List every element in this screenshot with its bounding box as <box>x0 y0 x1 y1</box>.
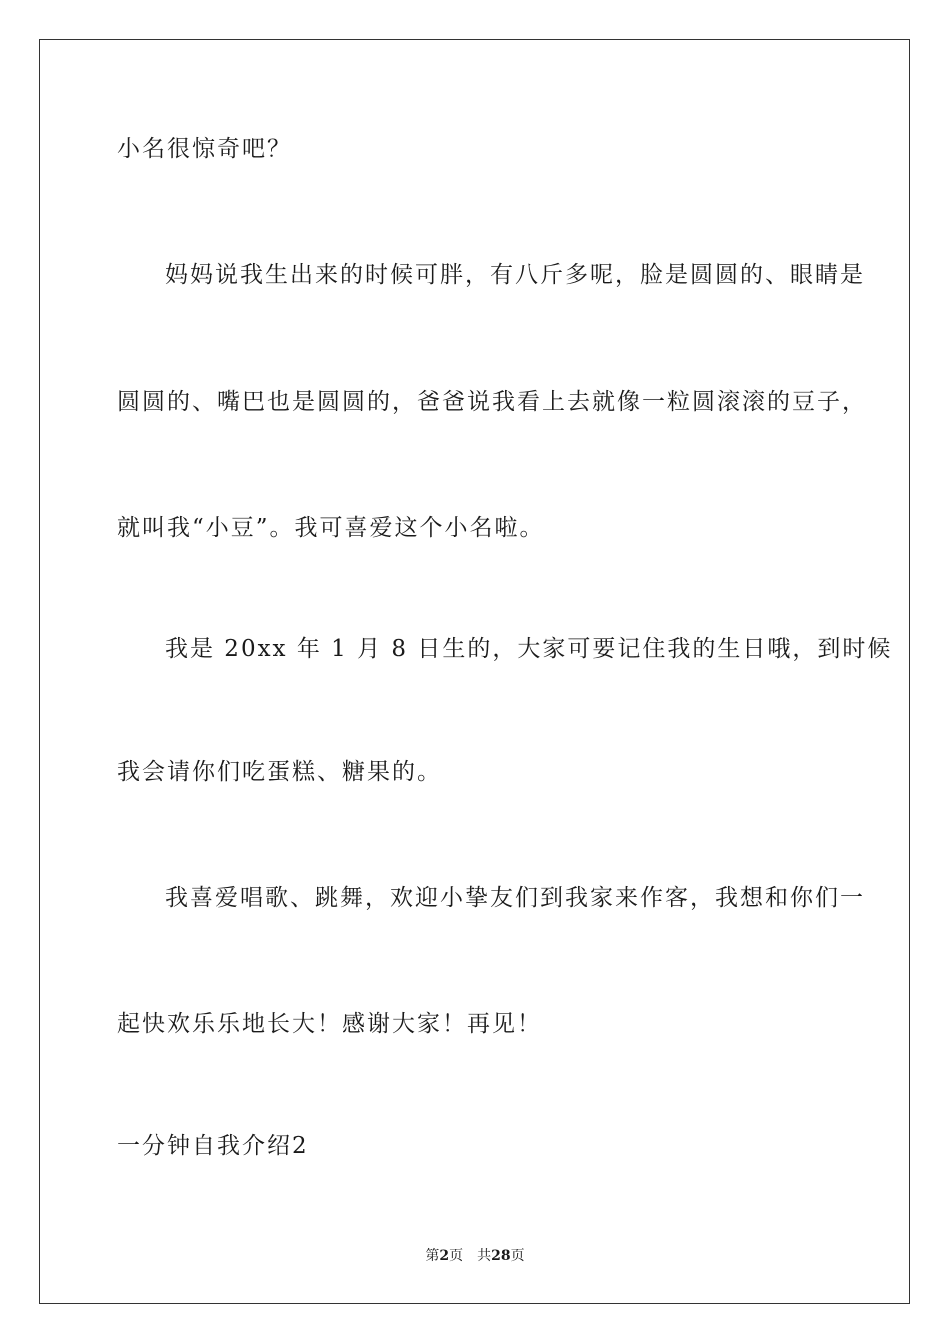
section-heading: 一分钟自我介绍2 <box>117 1133 309 1159</box>
footer-total-suffix: 页 <box>510 1248 525 1264</box>
footer-total-prefix: 共 <box>477 1248 492 1264</box>
footer-page-suffix: 页 <box>449 1248 464 1264</box>
footer-page-number: 2 <box>439 1248 450 1264</box>
text-line-1: 小名很惊奇吧？ <box>117 136 292 162</box>
text-line-7: 我喜爱唱歌、跳舞，欢迎小挚友们到我家来作客，我想和你们一 <box>165 885 865 911</box>
footer-total-pages: 28 <box>491 1248 511 1264</box>
page-border <box>39 39 910 1304</box>
text-line-5: 我是 20xx 年 1 月 8 日生的，大家可要记住我的生日哦，到时候 <box>165 636 893 662</box>
text-line-3: 圆圆的、嘴巴也是圆圆的，爸爸说我看上去就像一粒圆滚滚的豆子， <box>117 389 867 415</box>
text-line-6: 我会请你们吃蛋糕、糖果的。 <box>117 759 442 785</box>
text-line-8: 起快欢乐乐地长大！感谢大家！再见！ <box>117 1011 542 1037</box>
page-footer <box>0 1247 950 1265</box>
text-line-2: 妈妈说我生出来的时候可胖，有八斤多呢，脸是圆圆的、眼睛是 <box>165 262 865 288</box>
text-line-4: 就叫我“小豆”。我可喜爱这个小名啦。 <box>117 515 545 541</box>
footer-page-prefix: 第 <box>425 1248 440 1264</box>
